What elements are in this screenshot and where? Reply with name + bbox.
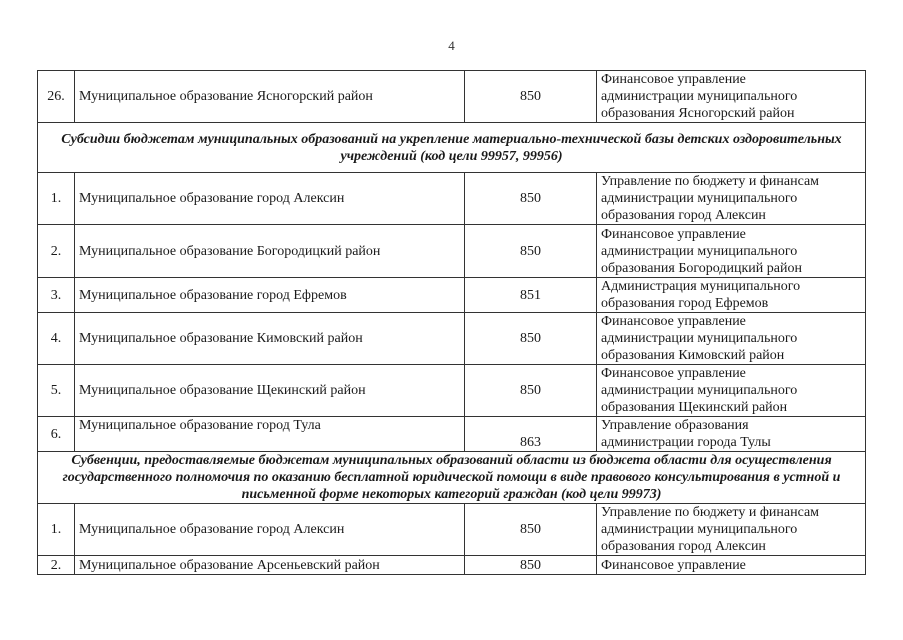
administrator-line: администрации муниципального xyxy=(601,383,798,398)
table-row xyxy=(38,225,866,278)
municipality-name: Муниципальное образование Щекинский район xyxy=(75,365,465,417)
administrator-cell xyxy=(597,365,866,417)
table-row xyxy=(38,278,866,313)
municipality-name: Муниципальное образование город Алексин xyxy=(75,504,465,556)
administrator-cell xyxy=(597,504,866,556)
code-value: 850 xyxy=(465,173,597,225)
section-title: Субсидии бюджетам муниципальных образований на укрепление материально-технической базы детских оздоровительных учреждений (код цели 99957, 99956) xyxy=(38,123,866,173)
administrator-line: администрации города Тулы xyxy=(601,435,771,450)
administrator-line: Финансовое управление xyxy=(601,557,746,573)
administrator-line: Управление по бюджету и финансам xyxy=(601,505,820,520)
municipality-name: Муниципальное образование город Алексин xyxy=(75,173,465,225)
municipality-name: Муниципальное образование Ясногорский район xyxy=(75,71,465,123)
administrator-line: Управление по бюджету и финансам xyxy=(601,174,820,189)
administrator-cell xyxy=(597,278,866,313)
administrator-line: Финансовое управление xyxy=(601,72,746,87)
page-number: 4 xyxy=(448,38,455,53)
table-row xyxy=(38,313,866,365)
row-number: 2. xyxy=(38,225,75,278)
administrator-line: Управление образования xyxy=(601,418,749,433)
code-value: 850 xyxy=(465,71,597,123)
row-number: 26. xyxy=(38,71,75,123)
table-row xyxy=(38,365,866,417)
administrator-line: образования город Ефремов xyxy=(601,296,769,311)
administrator-cell xyxy=(597,173,866,225)
administrator-line: администрации муниципального xyxy=(601,243,798,259)
administrator-line: администрации муниципального xyxy=(601,89,798,104)
administrator-cell xyxy=(597,225,866,278)
administrator-line: администрации муниципального xyxy=(601,331,798,346)
code-value: 850 xyxy=(465,313,597,365)
row-number: 6. xyxy=(38,417,75,452)
municipality-name: Муниципальное образование Арсеньевский район xyxy=(75,556,465,575)
administrator-line: Финансовое управление xyxy=(601,226,746,242)
allocation-table xyxy=(37,70,866,575)
table-row xyxy=(38,173,866,225)
administrator-line: образования Богородицкий район xyxy=(601,260,802,276)
code-value: 850 xyxy=(465,556,597,575)
administrator-line: администрации муниципального xyxy=(601,522,798,537)
administrator-line: образования город Алексин xyxy=(601,539,766,554)
administrator-cell xyxy=(597,71,866,123)
administrator-line: Финансовое управление xyxy=(601,314,746,329)
administrator-line: администрации муниципального xyxy=(601,191,798,206)
municipality-name: Муниципальное образование Богородицкий район xyxy=(75,225,465,278)
section-title: Субвенции, предоставляемые бюджетам муниципальных образований области из бюджета области для осуществления государственного полномочия по оказанию бесплатной юридической помощи в виде правового консультирования в устной и письменной форме некоторых категорий граждан (код цели 99973) xyxy=(38,452,866,504)
code-value: 850 xyxy=(465,365,597,417)
section-header-row xyxy=(38,452,866,504)
municipality-name: Муниципальное образование Кимовский район xyxy=(75,313,465,365)
table-row xyxy=(38,556,866,575)
code-value: 851 xyxy=(465,278,597,313)
table-row xyxy=(38,71,866,123)
administrator-line: образования Кимовский район xyxy=(601,348,785,363)
administrator-cell xyxy=(597,417,866,452)
table-row xyxy=(38,417,866,452)
code-value: 850 xyxy=(465,504,597,556)
administrator-line: Финансовое управление xyxy=(601,366,746,381)
code-value: 850 xyxy=(465,225,597,278)
municipality-name: Муниципальное образование город Ефремов xyxy=(75,278,465,313)
administrator-line: образования город Алексин xyxy=(601,208,766,223)
administrator-line: образования Ясногорский район xyxy=(601,106,795,121)
administrator-cell xyxy=(597,556,866,575)
row-number: 2. xyxy=(38,556,75,575)
code-value: 863 xyxy=(465,417,597,452)
row-number: 1. xyxy=(38,173,75,225)
row-number: 3. xyxy=(38,278,75,313)
row-number: 4. xyxy=(38,313,75,365)
administrator-line: образования Щекинский район xyxy=(601,400,788,415)
row-number: 5. xyxy=(38,365,75,417)
table-row xyxy=(38,504,866,556)
municipality-name: Муниципальное образование город Тула xyxy=(75,417,465,452)
section-header-row xyxy=(38,123,866,173)
administrator-cell xyxy=(597,313,866,365)
row-number: 1. xyxy=(38,504,75,556)
administrator-line: Администрация муниципального xyxy=(601,279,801,294)
